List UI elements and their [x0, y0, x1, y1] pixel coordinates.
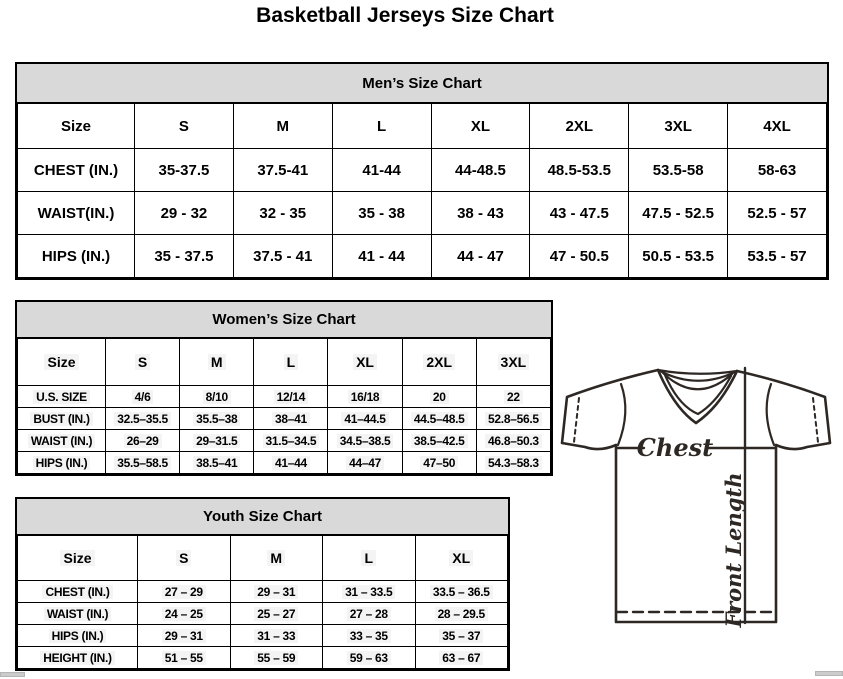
size-value-cell: 16/18 [328, 386, 402, 408]
table-row [18, 235, 827, 278]
row-label: U.S. SIZE [18, 386, 106, 408]
size-value-cell: 44–47 [328, 452, 402, 474]
table-row [18, 603, 508, 625]
size-column-header: M [230, 536, 323, 581]
jersey-outline [562, 368, 830, 623]
row-label: WAIST (IN.) [18, 430, 106, 452]
size-column-header: M [180, 339, 254, 386]
row-label: HIPS (IN.) [18, 235, 135, 278]
size-value-cell: 41 - 44 [332, 235, 431, 278]
row-label: HIPS (IN.) [18, 625, 138, 647]
size-value-cell: 47 - 50.5 [530, 235, 629, 278]
row-label: CHEST (IN.) [18, 581, 138, 603]
size-column-header: L [332, 104, 431, 149]
youth-size-table [17, 535, 508, 669]
size-value-cell: 52.5 - 57 [728, 192, 827, 235]
size-header-row [18, 104, 827, 149]
size-value-cell: 29 – 31 [230, 581, 323, 603]
horizontal-scrollbar-fragment-right[interactable] [815, 671, 843, 676]
left-cuff-dashed-line [574, 398, 579, 442]
size-header-row [18, 339, 551, 386]
size-value-cell: 54.3–58.3 [476, 452, 550, 474]
page-title: Basketball Jerseys Size Chart [256, 4, 554, 27]
table-row [18, 192, 827, 235]
size-value-cell: 38.5–42.5 [402, 430, 476, 452]
size-value-cell: 29 – 31 [138, 625, 231, 647]
size-value-cell: 24 – 25 [138, 603, 231, 625]
size-header-cell: Size [18, 339, 106, 386]
mens-size-chart [15, 62, 829, 280]
size-value-cell: 25 – 27 [230, 603, 323, 625]
size-value-cell: 28 – 29.5 [415, 603, 508, 625]
size-value-cell: 35 – 37 [415, 625, 508, 647]
size-value-cell: 33 – 35 [323, 625, 416, 647]
table-row [18, 452, 551, 474]
size-value-cell: 44 - 47 [431, 235, 530, 278]
size-value-cell: 4/6 [106, 386, 180, 408]
size-value-cell: 52.8–56.5 [476, 408, 550, 430]
size-column-header: XL [328, 339, 402, 386]
row-label: WAIST (IN.) [18, 603, 138, 625]
womens-size-table [17, 338, 551, 474]
table-row [18, 430, 551, 452]
size-value-cell: 53.5-58 [629, 149, 728, 192]
horizontal-scrollbar-fragment-left[interactable] [0, 672, 25, 677]
womens-chart-title: Women’s Size Chart [17, 302, 551, 338]
size-value-cell: 35 - 38 [332, 192, 431, 235]
size-value-cell: 41–44.5 [328, 408, 402, 430]
size-header-cell: Size [18, 536, 138, 581]
size-value-cell: 32 - 35 [233, 192, 332, 235]
size-value-cell: 58-63 [728, 149, 827, 192]
size-value-cell: 47–50 [402, 452, 476, 474]
row-label: CHEST (IN.) [18, 149, 135, 192]
size-value-cell: 27 – 29 [138, 581, 231, 603]
jersey-diagram [555, 360, 835, 630]
size-header-row [18, 536, 508, 581]
row-label: WAIST(IN.) [18, 192, 135, 235]
youth-size-chart [15, 497, 510, 671]
size-value-cell: 59 – 63 [323, 647, 416, 669]
size-column-header: M [233, 104, 332, 149]
size-column-header: 4XL [728, 104, 827, 149]
size-value-cell: 35-37.5 [135, 149, 234, 192]
size-value-cell: 53.5 - 57 [728, 235, 827, 278]
table-row [18, 149, 827, 192]
size-value-cell: 8/10 [180, 386, 254, 408]
size-column-header: XL [431, 104, 530, 149]
size-value-cell: 34.5–38.5 [328, 430, 402, 452]
size-value-cell: 38–41 [254, 408, 328, 430]
row-label: HIPS (IN.) [18, 452, 106, 474]
size-value-cell: 44-48.5 [431, 149, 530, 192]
size-value-cell: 37.5-41 [233, 149, 332, 192]
size-value-cell: 27 – 28 [323, 603, 416, 625]
size-value-cell: 31 – 33.5 [323, 581, 416, 603]
size-value-cell: 51 – 55 [138, 647, 231, 669]
size-column-header: XL [415, 536, 508, 581]
size-header-cell: Size [18, 104, 135, 149]
size-value-cell: 38.5–41 [180, 452, 254, 474]
size-value-cell: 20 [402, 386, 476, 408]
size-value-cell: 47.5 - 52.5 [629, 192, 728, 235]
size-column-header: 2XL [402, 339, 476, 386]
table-row [18, 647, 508, 669]
size-value-cell: 50.5 - 53.5 [629, 235, 728, 278]
size-column-header: 3XL [629, 104, 728, 149]
size-value-cell: 29 - 32 [135, 192, 234, 235]
chest-label: Chest [636, 433, 714, 462]
size-value-cell: 31 – 33 [230, 625, 323, 647]
size-value-cell: 35.5–58.5 [106, 452, 180, 474]
size-value-cell: 29–31.5 [180, 430, 254, 452]
size-column-header: S [135, 104, 234, 149]
size-value-cell: 46.8–50.3 [476, 430, 550, 452]
size-value-cell: 32.5–35.5 [106, 408, 180, 430]
womens-size-chart [15, 300, 553, 476]
mens-chart-title: Men’s Size Chart [17, 64, 827, 103]
size-value-cell: 22 [476, 386, 550, 408]
front-length-label: Front Length [721, 472, 746, 628]
size-value-cell: 41-44 [332, 149, 431, 192]
size-value-cell: 12/14 [254, 386, 328, 408]
table-row [18, 386, 551, 408]
size-column-header: 3XL [476, 339, 550, 386]
size-column-header: 2XL [530, 104, 629, 149]
size-column-header: L [323, 536, 416, 581]
size-column-header: L [254, 339, 328, 386]
size-value-cell: 33.5 – 36.5 [415, 581, 508, 603]
table-row [18, 581, 508, 603]
size-value-cell: 35.5–38 [180, 408, 254, 430]
mens-size-table [17, 103, 827, 278]
row-label: BUST (IN.) [18, 408, 106, 430]
size-value-cell: 35 - 37.5 [135, 235, 234, 278]
size-value-cell: 41–44 [254, 452, 328, 474]
size-column-header: S [106, 339, 180, 386]
size-value-cell: 31.5–34.5 [254, 430, 328, 452]
size-value-cell: 63 – 67 [415, 647, 508, 669]
size-value-cell: 26–29 [106, 430, 180, 452]
size-value-cell: 44.5–48.5 [402, 408, 476, 430]
size-value-cell: 55 – 59 [230, 647, 323, 669]
table-row [18, 625, 508, 647]
size-value-cell: 37.5 - 41 [233, 235, 332, 278]
right-cuff-dashed-line [813, 398, 818, 442]
size-value-cell: 48.5-53.5 [530, 149, 629, 192]
table-row [18, 408, 551, 430]
row-label: HEIGHT (IN.) [18, 647, 138, 669]
size-value-cell: 38 - 43 [431, 192, 530, 235]
size-column-header: S [138, 536, 231, 581]
youth-chart-title: Youth Size Chart [17, 499, 508, 535]
size-value-cell: 43 - 47.5 [530, 192, 629, 235]
